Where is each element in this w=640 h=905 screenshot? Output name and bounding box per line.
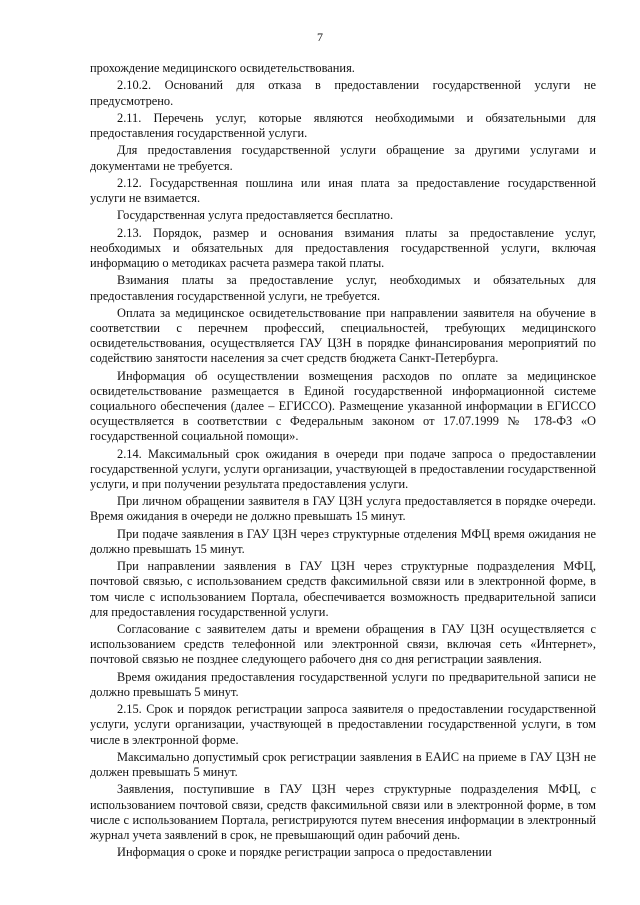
document-body bbox=[90, 61, 596, 863]
paragraph: Время ожидания предоставления государственной услуги по предварительной записи не должно превышать 5 минут. bbox=[90, 669, 596, 699]
paragraph: При личном обращении заявителя в ГАУ ЦЗН услуга предоставляется в порядке очереди. Время ожидания в очереди не должно превышать 15 минут. bbox=[90, 494, 596, 524]
paragraph-2-11: 2.11. Перечень услуг, которые являются необходимыми и обязательными для предоставления государственной услуги. bbox=[90, 110, 596, 140]
page-number: 7 bbox=[317, 30, 323, 44]
paragraph: Государственная услуга предоставляется бесплатно. bbox=[117, 208, 394, 223]
paragraph: Заявления, поступившие в ГАУ ЦЗН через структурные подразделения МФЦ, с использованием почтовой связи, средств факсимильной связи или в электронной форме, в том числе с использованием Портала, регистрируются путем внесения информации в электронный журнал учета заявлений в срок, не превышающий один рабочий день. bbox=[90, 782, 596, 842]
paragraph: Для предоставления государственной услуги обращение за другими услугами и документами не требуется. bbox=[90, 143, 596, 173]
paragraph-2-10-2: 2.10.2. Оснований для отказа в предоставлении государственной услуги не предусмотрено. bbox=[90, 78, 596, 108]
paragraph: Согласование с заявителем даты и времени обращения в ГАУ ЦЗН осуществляется с использованием средств телефонной или электронной связи, включая сеть «Интернет», почтовой связью не позднее следующего рабочего дня со дня регистрации заявления. bbox=[90, 622, 596, 667]
paragraph: Максимально допустимый срок регистрации заявления в ЕАИС на приеме в ГАУ ЦЗН не должен превышать 5 минут. bbox=[90, 749, 596, 780]
paragraph-2-12: 2.12. Государственная пошлина или иная плата за предоставление государственной услуги не взимается. bbox=[90, 175, 596, 205]
paragraph-2-15: 2.15. Срок и порядок регистрации запроса заявителя о предоставлении государственной услуги, услуги организации, участвующей в предоставлении государственной услуги, в том числе в электронной форме. bbox=[90, 702, 596, 747]
paragraph: Оплата за медицинское освидетельствование при направлении заявителя на обучение в соответствии с перечнем профессий, специальностей, требующих медицинского освидетельствования, осуществляется ГАУ ЦЗН в порядке финансирования мероприятий по содействию занятости населения за счет средств бюджета Санкт-Петербурга. bbox=[90, 305, 596, 366]
paragraph-2-13: 2.13. Порядок, размер и основания взимания платы за предоставление услуг, необходимых и обязательных для предоставления государственной услуги, включая информацию о методиках расчета размера такой платы. bbox=[90, 225, 596, 270]
paragraph: Взимания платы за предоставление услуг, необходимых и обязательных для предоставления государственной услуги, не требуется. bbox=[90, 273, 596, 303]
paragraph-truncated: Информация о сроке и порядке регистрации запроса о предоставлении bbox=[117, 845, 492, 860]
paragraph-2-14: 2.14. Максимальный срок ожидания в очереди при подаче запроса о предоставлении государственной услуги, услуги организации, участвующей в предоставлении государственной услуги, и при получении результата предоставления услуги. bbox=[90, 446, 596, 491]
paragraph-continuation: прохождение медицинского освидетельствования. bbox=[90, 61, 355, 75]
paragraph: Информация об осуществлении возмещения расходов по оплате за медицинское освидетельствование размещается в Единой государственной информационной системе социального обеспечения (далее – ЕГИССО). Размещение указанной информации в ЕГИССО осуществляется в соответствии с Федеральным законом от 17.07.1999 № 178-ФЗ «О государственной социальной помощи». bbox=[90, 368, 596, 444]
paragraph: При подаче заявления в ГАУ ЦЗН через структурные отделения МФЦ время ожидания не должно превышать 15 минут. bbox=[90, 526, 596, 556]
paragraph: При направлении заявления в ГАУ ЦЗН через структурные подразделения МФЦ, почтовой связью, с использованием средств факсимильной связи или в электронной форме, в том числе с использованием Портала, обеспечивается возможность предварительной записи для предоставления государственной услуги. bbox=[90, 559, 596, 619]
